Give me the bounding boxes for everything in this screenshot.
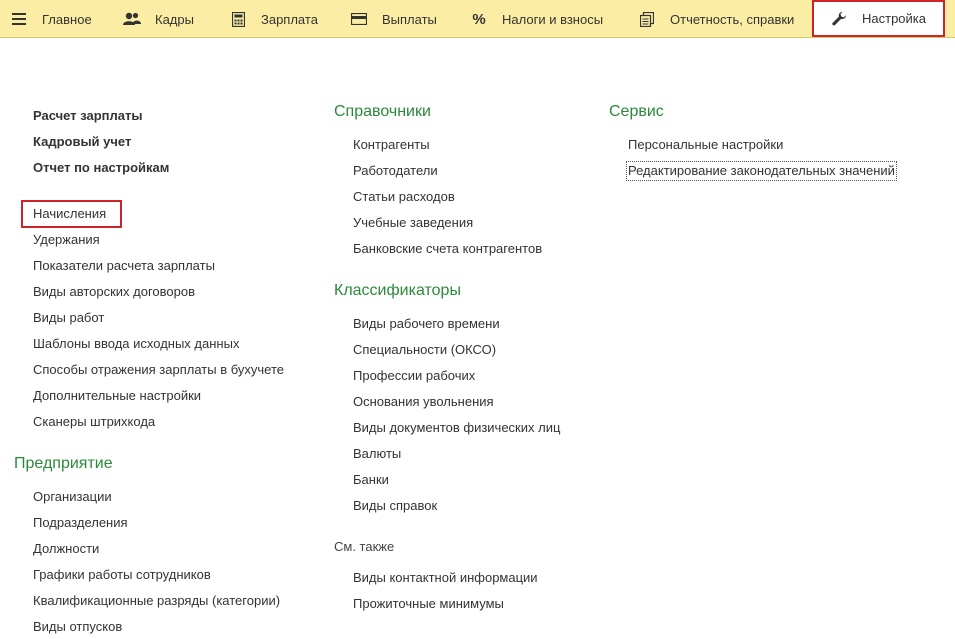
link-deductions[interactable]: Удержания (33, 232, 100, 247)
group-header-see-also: См. также (334, 539, 395, 554)
tab-payments-label: Выплаты (382, 11, 437, 27)
section-panel (0, 0, 955, 38)
link-working-time-types[interactable]: Виды рабочего времени (353, 316, 500, 331)
link-personal-settings[interactable]: Персональные настройки (628, 137, 784, 152)
link-work-schedules[interactable]: Графики работы сотрудников (33, 567, 211, 582)
link-banks[interactable]: Банки (353, 472, 389, 487)
link-bank-accounts[interactable]: Банковские счета контрагентов (353, 241, 543, 256)
group-header-classifiers: Классификаторы (334, 282, 461, 299)
documents-icon (638, 10, 656, 28)
link-contact-info-types[interactable]: Виды контактной информации (353, 570, 538, 585)
tab-settings-label: Настройка (862, 11, 926, 26)
link-dismissal-grounds[interactable]: Основания увольнения (353, 394, 494, 409)
link-qualification-grades[interactable]: Квалификационные разряды (категории) (33, 593, 281, 608)
link-currencies[interactable]: Валюты (353, 446, 402, 461)
link-author-contracts[interactable]: Виды авторских договоров (33, 284, 196, 299)
group-header-references: Справочники (334, 103, 431, 120)
link-subsistence-minimums[interactable]: Прожиточные минимумы (353, 596, 504, 611)
link-worker-professions[interactable]: Профессии рабочих (353, 368, 476, 383)
tab-taxes[interactable] (470, 0, 603, 38)
link-accounting-reflection[interactable]: Способы отражения зарплаты в бухучете (33, 362, 284, 377)
link-barcode-scanners[interactable]: Сканеры штрихкода (33, 414, 156, 429)
link-id-document-types[interactable]: Виды документов физических лиц (353, 420, 561, 435)
tab-salary-label: Зарплата (261, 11, 318, 27)
group-header-enterprise: Предприятие (14, 455, 113, 472)
link-employers[interactable]: Работодатели (353, 163, 438, 178)
link-certificate-types[interactable]: Виды справок (353, 498, 438, 513)
link-legislative-values[interactable]: Редактирование законодательных значений (628, 163, 895, 178)
tab-settings[interactable] (812, 0, 945, 37)
link-vacation-types[interactable]: Виды отпусков (33, 619, 123, 634)
people-icon (123, 10, 141, 28)
link-hr-accounting[interactable]: Кадровый учет (33, 134, 132, 149)
tab-personnel-label: Кадры (155, 11, 194, 27)
link-salary-calc[interactable]: Расчет зарплаты (33, 108, 143, 123)
link-input-templates[interactable]: Шаблоны ввода исходных данных (33, 336, 240, 351)
link-expense-items[interactable]: Статьи расходов (353, 189, 455, 204)
link-work-types[interactable]: Виды работ (33, 310, 105, 325)
tab-reports[interactable] (638, 0, 794, 38)
link-specialties[interactable]: Специальности (ОКСО) (353, 342, 497, 357)
group-header-service: Сервис (609, 103, 664, 120)
link-departments[interactable]: Подразделения (33, 515, 128, 530)
tab-main[interactable] (10, 0, 92, 38)
tab-payments[interactable] (350, 0, 437, 38)
tab-personnel[interactable] (123, 0, 194, 38)
link-organizations[interactable]: Организации (33, 489, 112, 504)
link-additional-settings[interactable]: Дополнительные настройки (33, 388, 202, 403)
tab-main-label: Главное (42, 11, 92, 27)
link-positions[interactable]: Должности (33, 541, 100, 556)
link-accruals[interactable]: Начисления (33, 206, 107, 221)
wrench-icon (830, 10, 848, 28)
link-salary-indicators[interactable]: Показатели расчета зарплаты (33, 258, 215, 273)
link-educational-institutions[interactable]: Учебные заведения (353, 215, 474, 230)
tab-salary[interactable] (229, 0, 318, 38)
tab-taxes-label: Налоги и взносы (502, 11, 604, 27)
link-counterparties[interactable]: Контрагенты (353, 137, 430, 152)
tab-reports-label: Отчетность, справки (670, 11, 795, 27)
percent-icon: % (472, 10, 486, 28)
calculator-icon (229, 10, 247, 28)
hamburger-menu-icon (10, 10, 28, 28)
wallet-icon (350, 10, 368, 28)
link-settings-report[interactable]: Отчет по настройкам (33, 160, 170, 175)
